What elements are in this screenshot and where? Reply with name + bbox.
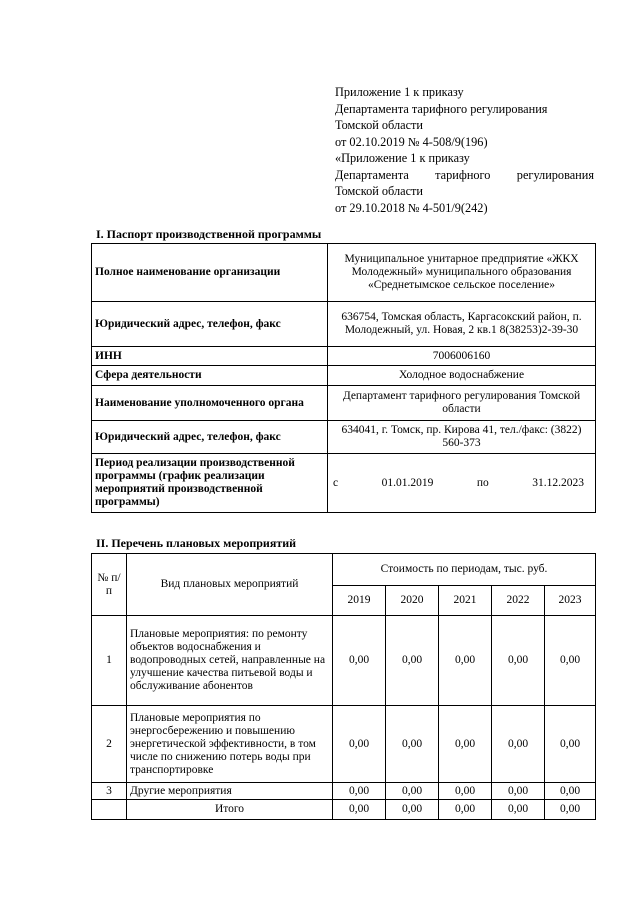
row-cost: 0,00 bbox=[333, 706, 386, 783]
row-num: 2 bbox=[92, 706, 127, 783]
kind-header: Вид плановых мероприятий bbox=[127, 554, 333, 616]
row-value: Муниципальное унитарное предприятие «ЖКХ Молодежный» муниципального образования «Среднетымское сельское поселение» bbox=[328, 244, 596, 302]
row-value: 636754, Томская область, Каргасокский район, п. Молодежный, ул. Новая, 2 кв.1 8(38253)2-39-30 bbox=[328, 302, 596, 347]
total-label: Итого bbox=[127, 800, 333, 820]
row-desc: Плановые мероприятия: по ремонту объектов водоснабжения и водопроводных сетей, направленные на улучшение качества питьевой воды и обслуживание абонентов bbox=[127, 616, 333, 706]
row-label: Сфера деятельности bbox=[92, 366, 328, 386]
section1-title: I. Паспорт производственной программы bbox=[96, 227, 322, 241]
total-cost: 0,00 bbox=[492, 800, 545, 820]
row-value: Холодное водоснабжение bbox=[328, 366, 596, 386]
row-label: ИНН bbox=[92, 347, 328, 366]
row-label: Период реализации производственной программы (график реализации мероприятий производственной программы) bbox=[92, 454, 328, 513]
row-value: 7006006160 bbox=[328, 347, 596, 366]
year-header: 2022 bbox=[492, 586, 545, 616]
section2-title: II. Перечень плановых мероприятий bbox=[96, 536, 297, 550]
row-cost: 0,00 bbox=[333, 783, 386, 800]
table-row bbox=[92, 347, 596, 366]
row-num: 3 bbox=[92, 783, 127, 800]
measures-table bbox=[91, 553, 596, 820]
table-row bbox=[92, 302, 596, 347]
header-line: Департамента тарифного регулирования bbox=[335, 167, 594, 182]
row-cost: 0,00 bbox=[386, 706, 439, 783]
total-row bbox=[92, 800, 596, 820]
row-cost: 0,00 bbox=[545, 706, 596, 783]
order-header bbox=[335, 84, 594, 216]
period-from-word: с bbox=[333, 476, 339, 489]
row-cost: 0,00 bbox=[386, 783, 439, 800]
table-row bbox=[92, 421, 596, 454]
table-row bbox=[92, 244, 596, 302]
header-line: от 29.10.2018 № 4-501/9(242) bbox=[335, 200, 488, 215]
row-desc: Плановые мероприятия по энергосбережению и повышению энергетической эффективности, в том числе по снижению потерь воды при транспортировке bbox=[127, 706, 333, 783]
table-row bbox=[92, 783, 596, 800]
row-cost: 0,00 bbox=[492, 706, 545, 783]
row-label: Юридический адрес, телефон, факс bbox=[92, 421, 328, 454]
period-value bbox=[328, 454, 596, 513]
table-row bbox=[92, 706, 596, 783]
row-cost: 0,00 bbox=[439, 706, 492, 783]
year-header: 2020 bbox=[386, 586, 439, 616]
row-num: 1 bbox=[92, 616, 127, 706]
row-cost: 0,00 bbox=[439, 616, 492, 706]
row-label: Полное наименование организации bbox=[92, 244, 328, 302]
table-row bbox=[92, 616, 596, 706]
header-line: Приложение 1 к приказу bbox=[335, 85, 464, 99]
table-row bbox=[92, 366, 596, 386]
row-value: 634041, г. Томск, пр. Кирова 41, тел./факс: (3822) 560-373 bbox=[328, 421, 596, 454]
row-value: Департамент тарифного регулирования Томской области bbox=[328, 386, 596, 421]
period-to-word: по bbox=[476, 476, 489, 489]
period-to: 31.12.2023 bbox=[532, 476, 584, 489]
total-cost: 0,00 bbox=[439, 800, 492, 820]
header-line: Томской области bbox=[335, 184, 423, 198]
row-cost: 0,00 bbox=[545, 783, 596, 800]
header-line: Томской области bbox=[335, 118, 423, 132]
table-header-row bbox=[92, 554, 596, 586]
total-cost: 0,00 bbox=[545, 800, 596, 820]
year-header: 2019 bbox=[333, 586, 386, 616]
row-cost: 0,00 bbox=[492, 783, 545, 800]
total-cost: 0,00 bbox=[333, 800, 386, 820]
total-cost: 0,00 bbox=[386, 800, 439, 820]
total-num bbox=[92, 800, 127, 820]
row-cost: 0,00 bbox=[439, 783, 492, 800]
year-header: 2023 bbox=[545, 586, 596, 616]
row-cost: 0,00 bbox=[492, 616, 545, 706]
table-row bbox=[92, 454, 596, 513]
passport-table bbox=[91, 243, 596, 513]
row-cost: 0,00 bbox=[386, 616, 439, 706]
row-label: Юридический адрес, телефон, факс bbox=[92, 302, 328, 347]
table-row bbox=[92, 386, 596, 421]
row-label: Наименование уполномоченного органа bbox=[92, 386, 328, 421]
header-line: «Приложение 1 к приказу bbox=[335, 151, 470, 165]
header-line: Департамента тарифного регулирования bbox=[335, 101, 548, 116]
header-line: от 02.10.2019 № 4-508/9(196) bbox=[335, 134, 488, 149]
period-from: 01.01.2019 bbox=[381, 476, 434, 489]
row-cost: 0,00 bbox=[333, 616, 386, 706]
num-header: № п/п bbox=[92, 554, 127, 616]
year-header: 2021 bbox=[439, 586, 492, 616]
row-desc: Другие мероприятия bbox=[127, 783, 333, 800]
cost-header: Стоимость по периодам, тыс. руб. bbox=[333, 554, 596, 586]
row-cost: 0,00 bbox=[545, 616, 596, 706]
